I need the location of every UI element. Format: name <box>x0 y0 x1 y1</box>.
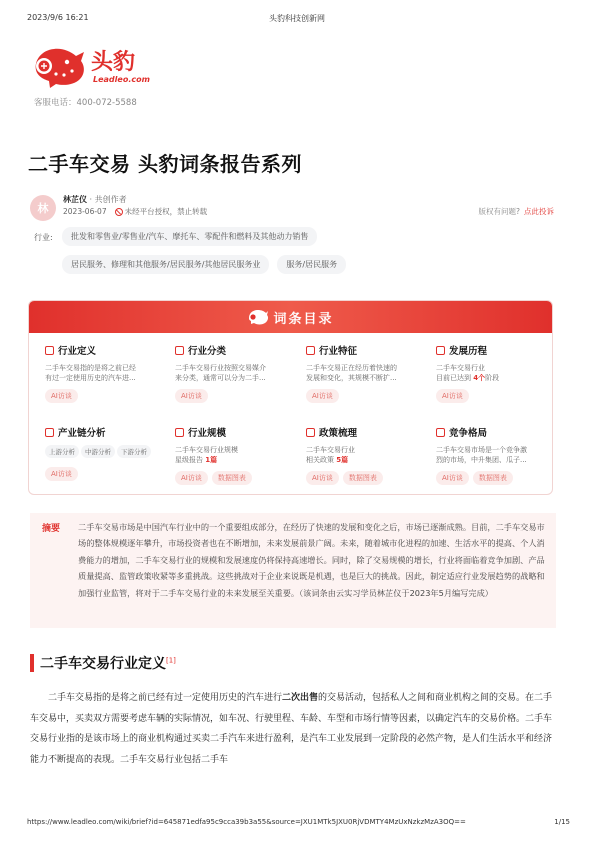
industry-label: 行业: <box>34 233 53 242</box>
catalog-item-chain[interactable]: 产业链分析 上游分析 中游分析 下游分析 AI访谈 <box>45 425 163 481</box>
ai-interview-button[interactable]: AI访谈 <box>436 471 469 485</box>
leopard-logo-icon <box>247 309 269 325</box>
author-line <box>63 194 127 205</box>
hierarchy-icon <box>175 346 184 355</box>
puzzle-icon <box>306 346 315 355</box>
service-hotline: 客服电话：400-072-5588 <box>34 98 137 108</box>
trophy-icon <box>436 428 445 437</box>
print-page-title: 头豹科技创新网 <box>269 14 325 23</box>
data-chart-button[interactable]: 数据图表 <box>473 471 513 485</box>
abstract-text: 二手车交易市场是中国汽车行业中的一个重要组成部分，在经历了快速的发展和变化之后，市场已逐渐成熟。目前，二手车交易市场的整体规模逐年攀升，市场投资者也在不断增加，未来发展前景广阔。未来，随着城市化进程的加速、生活水平的提高、个人消费能力的增加，二手车交易行业的规模和发展速度仍将保持高速增长。同时，除了交易规模的增长，行业将面临着竞争加剧、产品质量提高、监管政策收紧等多重挑战。这些挑战对于企业来说既是机遇，也是巨大的挑战。因此，制定适应行业发展趋势的战略和加强行业监管，将对于二手车交易行业的未来发展至关重要。（该词条由云实习学员林芷仪于2023年5月编写完成） <box>78 522 545 598</box>
industry-tag[interactable]: 服务/居民服务 <box>277 255 346 274</box>
author-meta <box>63 206 207 217</box>
section-marker <box>30 654 34 672</box>
copyright-complaint: 版权有问题? 点此投诉 <box>478 207 554 216</box>
reprint-notice: 未经平台授权，禁止转载 <box>115 206 208 217</box>
section-title: 二手车交易行业定义[1] <box>40 656 176 672</box>
timeline-icon <box>436 346 445 355</box>
complaint-link[interactable]: 点此投诉 <box>524 207 554 216</box>
industry-tag[interactable]: 批发和零售业/零售业/汽车、摩托车、零配件和燃料及其他动力销售 <box>62 227 317 246</box>
hotline-number: 400-072-5588 <box>76 98 137 108</box>
search-doc-icon <box>45 346 54 355</box>
catalog-item-history[interactable]: 发展历程 二手车交易行业 目前已达到 4个阶段 AI访谈 <box>436 343 553 403</box>
logo-text-cn: 头豹 <box>91 50 136 75</box>
bar-chart-icon <box>175 428 184 437</box>
data-chart-button[interactable]: 数据图表 <box>343 471 383 485</box>
abstract-box <box>30 513 556 628</box>
publish-date: 2023-06-07 <box>63 207 107 216</box>
prohibited-icon <box>115 208 123 216</box>
catalog-title: 词条目录 <box>273 311 334 327</box>
avatar: 林 <box>30 195 56 221</box>
industry-tags-row2 <box>62 255 346 274</box>
ai-interview-button[interactable]: AI访谈 <box>436 389 469 403</box>
ai-interview-button[interactable]: AI访谈 <box>175 471 208 485</box>
body-paragraph: 二手车交易指的是将之前已经有过一定使用历史的汽车进行二次出售的交易活动，包括私人之间和商业机构之间的交易。在二手车交易中，买卖双方需要考虑车辆的实际情况，如车况、行驶里程、车龄、车型和市场行情等因素，以确定汽车的交易价格。二手车交易行业指的是该市场上的商业机构通过买卖二手汽车来进行盈利，是汽车工业发展到一定阶段的必然产物，是人们生活水平和经济能力不断提高的表现。二手车交易行业包括二手车 <box>30 693 553 765</box>
ai-interview-button[interactable]: AI访谈 <box>306 389 339 403</box>
chain-icon <box>45 428 54 437</box>
abstract-label: 摘要 <box>42 524 61 534</box>
page-number: 1/15 <box>554 818 570 826</box>
footer-url: https://www.leadleo.com/wiki/brief?id=645871edfa95c9cca39b3a55&source=JXU1MTk5JXU0RjVDMTY4MzUxNzkzMzA3OQ== <box>27 818 466 826</box>
ai-interview-button[interactable]: AI访谈 <box>45 389 78 403</box>
catalog-item-scale[interactable]: 行业规模 二手车交易行业规模 星级报告 1篇 AI访谈 数据图表 <box>175 425 293 485</box>
industry-tag[interactable]: 居民服务、修理和其他服务/居民服务/其他居民服务业 <box>62 255 269 274</box>
print-datetime: 2023/9/6 16:21 <box>27 13 89 22</box>
industry-tags-row1 <box>62 227 317 246</box>
data-chart-button[interactable]: 数据图表 <box>212 471 252 485</box>
catalog-item-definition[interactable]: 行业定义 二手车交易指的是将之前已经 有过一定使用历史的汽车进... AI访谈 <box>45 343 163 403</box>
ai-interview-button[interactable]: AI访谈 <box>175 389 208 403</box>
upstream-tag[interactable]: 上游分析 <box>45 445 79 458</box>
author-role: · 共创作者 <box>87 195 127 204</box>
leopard-logo-icon <box>30 44 88 88</box>
catalog-header <box>29 301 552 333</box>
ai-interview-button[interactable]: AI访谈 <box>45 467 78 481</box>
catalog-item-policy[interactable]: 政策梳理 二手车交易行业 相关政策 5篇 AI访谈 数据图表 <box>306 425 424 485</box>
ai-interview-button[interactable]: AI访谈 <box>306 471 339 485</box>
midstream-tag[interactable]: 中游分析 <box>81 445 115 458</box>
catalog-item-competition[interactable]: 竞争格局 二手车交易市场是一个竞争激 烈的市场，中升集团、瓜子... AI访谈 数据图表 <box>436 425 553 485</box>
page-title: 二手车交易 头豹词条报告系列 <box>28 152 302 176</box>
author-name[interactable]: 林芷仪 <box>63 195 87 204</box>
catalog-item-classification[interactable]: 行业分类 二手车交易行业按照交易媒介 来分类，通常可以分为二手... AI访谈 <box>175 343 293 403</box>
catalog-item-features[interactable]: 行业特征 二手车交易正在经历着快速的 发展和变化，其规模不断扩... AI访谈 <box>306 343 424 403</box>
reference-link[interactable]: [1] <box>166 656 176 665</box>
catalog-panel <box>28 300 553 495</box>
document-icon <box>306 428 315 437</box>
downstream-tag[interactable]: 下游分析 <box>117 445 151 458</box>
logo-text-en: Leadleo.com <box>93 75 150 84</box>
